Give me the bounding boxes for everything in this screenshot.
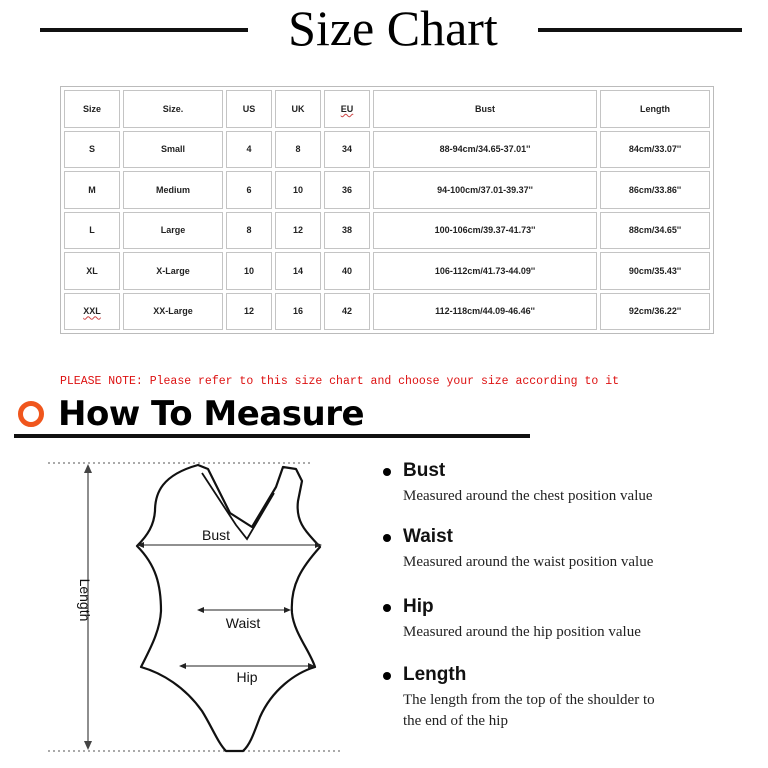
table-row: [64, 252, 710, 290]
cell-bust: 94-100cm/37.01-39.37'': [373, 171, 597, 209]
table-row: [64, 131, 710, 169]
measure-header: [14, 393, 534, 437]
cell-bust: 112-118cm/44.09-46.46'': [373, 293, 597, 331]
length-arrow-top: [84, 464, 92, 473]
cell-eu: 34: [324, 131, 370, 169]
hip-arrow-left: [179, 663, 186, 669]
cell-us: 10: [226, 252, 272, 290]
table-row: [64, 212, 710, 250]
cell-size-name: X-Large: [123, 252, 223, 290]
cell-length: 86cm/33.86'': [600, 171, 710, 209]
header-length: Length: [600, 90, 710, 128]
cell-us: 4: [226, 131, 272, 169]
measure-underline: [14, 434, 530, 438]
cell-length: 84cm/33.07'': [600, 131, 710, 169]
length-label: Length: [77, 578, 93, 622]
table-row: [64, 171, 710, 209]
bullet-icon: [383, 534, 391, 542]
hip-label: Hip: [236, 669, 258, 685]
bullet-icon: [383, 672, 391, 680]
bodysuit-outline: [137, 465, 320, 751]
header-uk: UK: [275, 90, 321, 128]
cell-size: L: [64, 212, 120, 250]
cell-uk: 16: [275, 293, 321, 331]
bodysuit-diagram: [40, 455, 360, 760]
cell-us: 6: [226, 171, 272, 209]
size-note: PLEASE NOTE: Please refer to this size chart and choose your size according to it: [60, 375, 619, 388]
cell-eu: 38: [324, 212, 370, 250]
legend-desc: Measured around the chest position value: [403, 488, 653, 504]
bullet-icon: [383, 604, 391, 612]
legend-heading: Waist: [403, 526, 453, 547]
cell-uk: 8: [275, 131, 321, 169]
legend-desc: The length from the top of the shoulder to: [403, 692, 655, 708]
cell-size: XXL: [64, 293, 120, 331]
cell-eu: 42: [324, 293, 370, 331]
cell-eu: 40: [324, 252, 370, 290]
title-row: [0, 0, 768, 60]
legend-desc: Measured around the hip position value: [403, 624, 641, 640]
cell-us: 12: [226, 293, 272, 331]
cell-size-name: Small: [123, 131, 223, 169]
waist-arrow-right: [284, 607, 291, 613]
legend-heading: Bust: [403, 460, 446, 481]
header-eu: EU: [324, 90, 370, 128]
bust-label: Bust: [201, 527, 231, 543]
header-size: Size: [64, 90, 120, 128]
cell-size: XL: [64, 252, 120, 290]
cell-size-name: Large: [123, 212, 223, 250]
cell-size: M: [64, 171, 120, 209]
title-rule-left: [40, 28, 248, 32]
title-rule-right: [538, 28, 742, 32]
cell-size-name: Medium: [123, 171, 223, 209]
cell-length: 88cm/34.65'': [600, 212, 710, 250]
cell-eu: 36: [324, 171, 370, 209]
legend-heading: Hip: [403, 596, 434, 617]
header-us: US: [226, 90, 272, 128]
header-size-name: Size.: [123, 90, 223, 128]
legend-desc-line2: the end of the hip: [403, 713, 508, 729]
bullet-icon: [383, 468, 391, 476]
table-header-row: [64, 90, 710, 128]
ring-icon: [18, 401, 44, 427]
cell-length: 90cm/35.43'': [600, 252, 710, 290]
cell-uk: 14: [275, 252, 321, 290]
waist-label: Waist: [225, 615, 261, 631]
header-bust: Bust: [373, 90, 597, 128]
legend-heading: Length: [403, 664, 467, 685]
cell-size: S: [64, 131, 120, 169]
measure-title: How To Measure: [58, 394, 365, 434]
cell-us: 8: [226, 212, 272, 250]
size-table: [60, 86, 714, 334]
cell-uk: 12: [275, 212, 321, 250]
cell-length: 92cm/36.22'': [600, 293, 710, 331]
cell-bust: 100-106cm/39.37-41.73'': [373, 212, 597, 250]
cell-size-name: XX-Large: [123, 293, 223, 331]
cell-uk: 10: [275, 171, 321, 209]
cell-bust: 88-94cm/34.65-37.01'': [373, 131, 597, 169]
cell-bust: 106-112cm/41.73-44.09'': [373, 252, 597, 290]
waist-arrow-left: [197, 607, 204, 613]
length-arrow-bottom: [84, 741, 92, 750]
page-title: Size Chart: [288, 0, 498, 56]
table-row: [64, 293, 710, 331]
legend-desc: Measured around the waist position value: [403, 554, 654, 570]
